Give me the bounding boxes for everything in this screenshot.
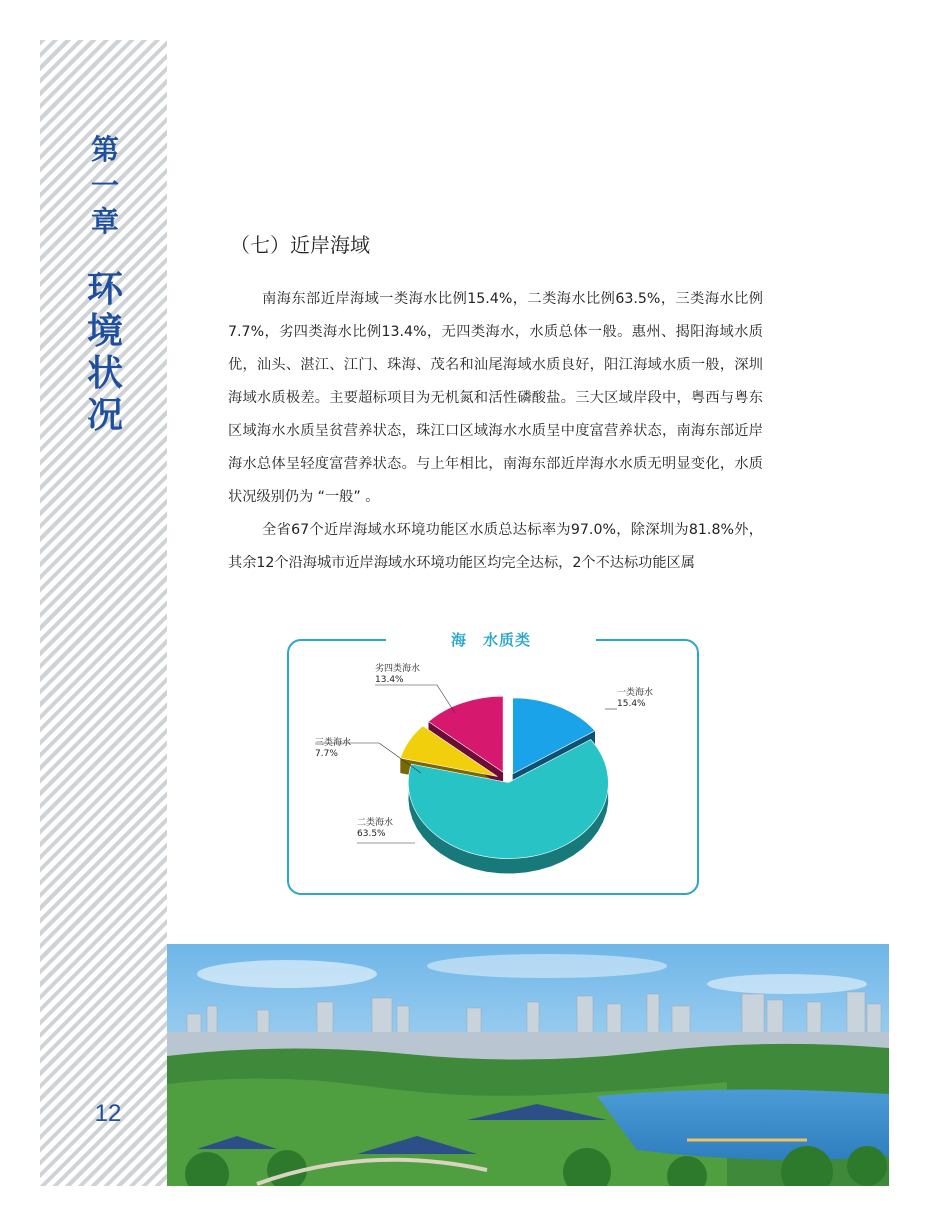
slice-label: 一类海水 — [617, 688, 654, 698]
slice-value-label: 15.4% — [617, 699, 646, 709]
paragraph: 全省67个近岸海域水环境功能区水质总达标率为97.0%，除深圳为81.8%外，其余12个沿海城市近岸海域水环境功能区均完全达标，2个不达标功能区属 — [228, 522, 763, 571]
chapter-title-char: 环 — [86, 268, 123, 310]
chart-title: 海 水质类 — [386, 629, 596, 651]
paragraph: 南海东部近岸海域一类海水比例15.4%，二类海水比例63.5%，三类海水比例7.7%，劣四类海水比例13.4%，无四类海水，水质总体一般。惠州、揭阳海域水质优，汕头、湛江、江门、珠海、茂名和汕尾海域水质良好，阳江海域水质一般，深圳海域水质极差。主要超标项目为无机氮和活性磷酸盐。三大区域岸段中，粤西与粤东区域海水水质呈贫营养状态，珠江口区域海水水质呈中度富营养状态，南海东部近岸海水总体呈轻度富营养状态。与上年相比，南海东部近岸海水水质无明显变化，水质状况级别仍为 “一般” 。 — [228, 291, 763, 505]
pie-chart — [287, 639, 699, 895]
body-text — [228, 283, 763, 580]
slice-label: 二类海水 — [357, 818, 394, 828]
chapter-char: 一 — [90, 169, 119, 202]
slice-value-label: 63.5% — [357, 829, 386, 839]
chapter-title — [82, 268, 128, 436]
slice-value-label: 13.4% — [375, 675, 404, 685]
chapter-label — [82, 132, 128, 240]
chapter-title-char: 境 — [86, 310, 123, 352]
slice-label: 三类海水 — [315, 738, 352, 748]
section-title: （七）近岸海域 — [230, 233, 370, 257]
slice-label: 劣四类海水 — [375, 664, 421, 674]
chapter-char: 第 — [90, 133, 119, 166]
chapter-title-char: 状 — [86, 352, 123, 394]
page-number: 12 — [94, 1100, 122, 1127]
city-park-photo — [167, 944, 889, 1186]
chapter-char: 章 — [90, 205, 119, 238]
slice-value-label: 7.7% — [315, 749, 338, 759]
chapter-title-char: 况 — [86, 394, 123, 436]
leader-line — [375, 685, 455, 713]
